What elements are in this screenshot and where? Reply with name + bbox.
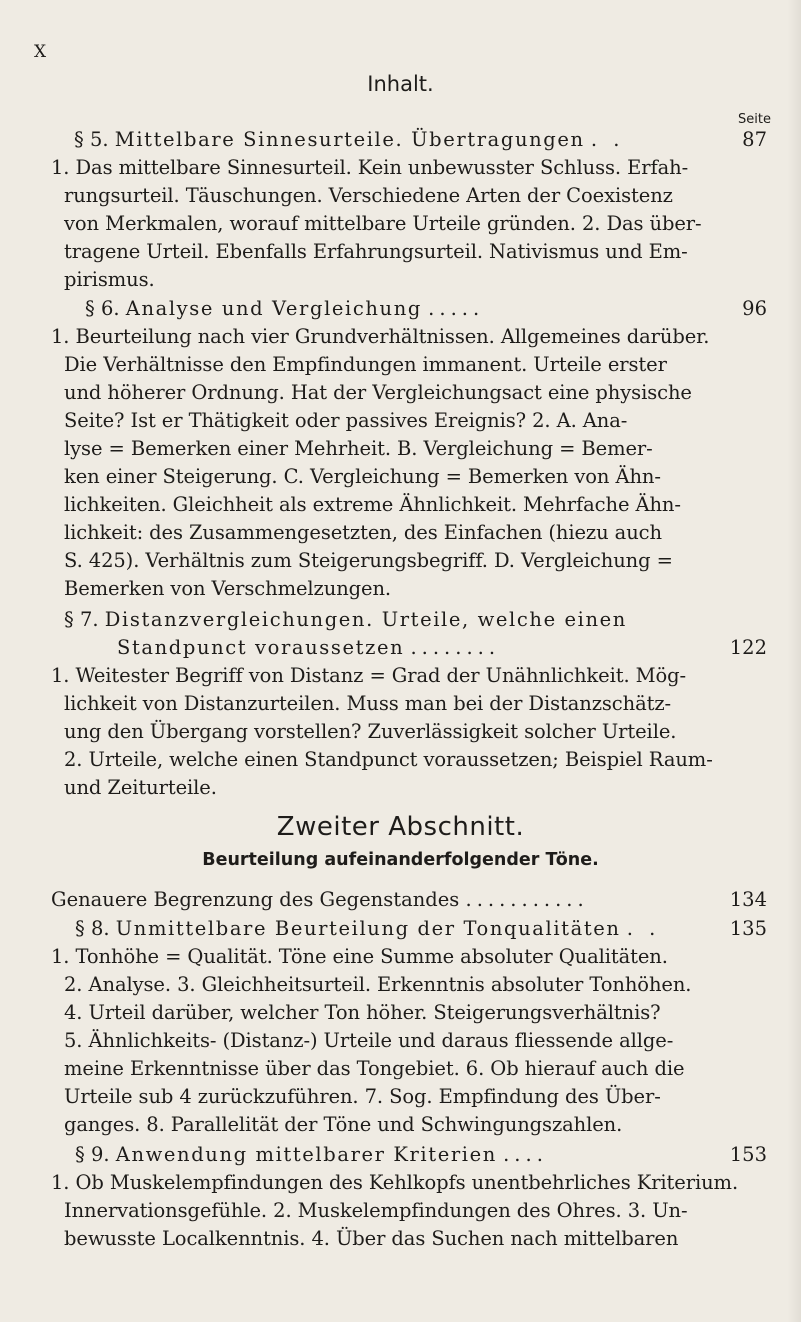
text-line: Die Verhältnisse den Empfindungen immanent. Urteile erster (64, 353, 667, 376)
text-line: und höherer Ordnung. Hat der Vergleichungsact eine physische (64, 381, 692, 404)
text-line: meine Erkenntnisse über das Tongebiet. 6. Ob hierauf auch die (64, 1057, 685, 1080)
section-label: § 5. (74, 128, 109, 151)
text-line: 1. Beurteilung nach vier Grundverhältnissen. Allgemeines darüber. (51, 325, 710, 348)
text-line: lichkeit: des Zusammengesetzten, des Einfachen (hiezu auch (64, 521, 662, 544)
text-line: pirismus. (64, 268, 155, 291)
section-title-cont: Standpunct voraussetzen (117, 636, 405, 659)
section-label: § 8. (75, 917, 110, 940)
section-title: Unmittelbare Beurteilung der Tonqualitäten (115, 917, 621, 940)
text-line: von Merkmalen, worauf mittelbare Urteile gründen. 2. Das über- (64, 212, 702, 235)
section-title: Distanzvergleichungen. Urteile, welche einen (104, 608, 627, 631)
text-line: lyse = Bemerken einer Mehrheit. B. Vergleichung = Bemer- (64, 437, 653, 460)
section-8-heading (75, 917, 660, 940)
text-line: 1. Tonhöhe = Qualität. Töne eine Summe absoluter Qualitäten. (51, 945, 668, 968)
page-ref-87: 87 (742, 128, 767, 151)
part-heading: Zweiter Abschnitt. (276, 812, 525, 842)
leader-dots: ..... (428, 297, 485, 320)
text-line: ganges. 8. Parallelität der Töne und Schwingungszahlen. (64, 1113, 623, 1136)
part-subheading: Beurteilung aufeinanderfolgender Töne. (202, 850, 599, 870)
page-ref-153: 153 (729, 1143, 767, 1166)
leader-dots: ........... (465, 888, 589, 911)
text-line: lichkeit von Distanzurteilen. Muss man bei der Distanzschätz- (64, 692, 671, 715)
page-ref-134: 134 (729, 888, 767, 911)
section-label: § 7. (64, 608, 99, 631)
text-line: 2. Urteile, welche einen Standpunct voraussetzen; Beispiel Raum- (64, 748, 713, 771)
leader-dots: ........ (410, 636, 501, 659)
section-7-heading-cont (117, 636, 500, 659)
section-7-heading (64, 608, 627, 631)
text-line: tragene Urteil. Ebenfalls Erfahrungsurteil. Nativismus und Em- (64, 240, 688, 263)
section-title: Analyse und Vergleichung (125, 297, 422, 320)
text-line: lichkeiten. Gleichheit als extreme Ähnlichkeit. Mehrfache Ähn- (64, 493, 681, 516)
text-line: S. 425). Verhältnis zum Steigerungsbegriff. D. Vergleichung = (64, 549, 673, 572)
text-line: Urteile sub 4 zurückzuführen. 7. Sog. Empfindung des Über- (64, 1085, 661, 1108)
section-label: § 9. (75, 1143, 110, 1166)
page-number: X (34, 42, 47, 62)
text-line: bewusste Localkenntnis. 4. Über das Suchen nach mittelbaren (64, 1227, 679, 1250)
text-line: 1. Ob Muskelempfindungen des Kehlkopfs unentbehrliches Kriterium. (51, 1171, 739, 1194)
page-ref-122: 122 (729, 636, 767, 659)
section-title: Mittelbare Sinnesurteile. Übertragungen (114, 128, 585, 151)
running-head: Inhalt. (367, 72, 434, 96)
leader-dots: .... (503, 1143, 548, 1166)
leader-dots: . . (626, 917, 661, 940)
text-line: 1. Weitester Begriff von Distanz = Grad der Unähnlichkeit. Mög- (51, 664, 687, 687)
text-line: 4. Urteil darüber, welcher Ton höher. Steigerungsverhältnis? (64, 1001, 661, 1024)
text-line: ung den Übergang vorstellen? Zuverlässigkeit solcher Urteile. (64, 720, 677, 743)
page-ref-135: 135 (729, 917, 767, 940)
section-6-heading (85, 297, 484, 320)
leader-dots: . . (590, 128, 625, 151)
seite-label: Seite (738, 112, 771, 127)
text-line: Innervationsgefühle. 2. Muskelempfindungen des Ohres. 3. Un- (64, 1199, 688, 1222)
text-line: und Zeiturteile. (64, 776, 217, 799)
text-line: 1. Das mittelbare Sinnesurteil. Kein unbewusster Schluss. Erfah- (51, 156, 689, 179)
text-line: Seite? Ist er Thätigkeit oder passives Ereignis? 2. A. Ana- (64, 409, 628, 432)
page-edge-shadow (787, 0, 801, 1322)
section-5-heading (74, 128, 624, 151)
text-line: Bemerken von Verschmelzungen. (64, 577, 392, 600)
text-line: 2. Analyse. 3. Gleichheitsurteil. Erkenntnis absoluter Tonhöhen. (64, 973, 692, 996)
section-9-heading (75, 1143, 548, 1166)
intro-title: Genauere Begrenzung des Gegenstandes (51, 888, 460, 911)
text-line: ken einer Steigerung. C. Vergleichung = Bemerken von Ähn- (64, 465, 661, 488)
section-label: § 6. (85, 297, 120, 320)
text-line: 5. Ähnlichkeits- (Distanz-) Urteile und daraus fliessende allge- (64, 1029, 674, 1052)
text-line: rungsurteil. Täuschungen. Verschiedene Arten der Coexistenz (64, 184, 673, 207)
section-title: Anwendung mittelbarer Kriterien (115, 1143, 497, 1166)
intro-heading (51, 888, 589, 911)
page-ref-96: 96 (742, 297, 767, 320)
